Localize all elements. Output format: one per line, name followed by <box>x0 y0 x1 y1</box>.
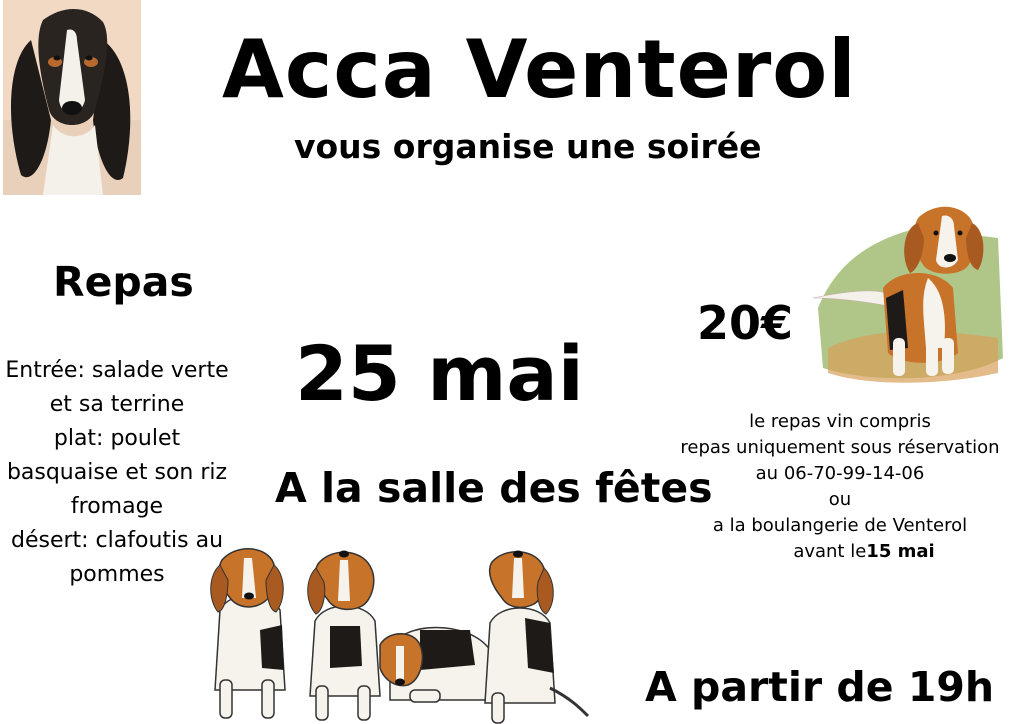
event-date: 25 mai <box>295 329 584 418</box>
event-price: 20€ <box>697 296 794 350</box>
info-line: a la boulangerie de Venterol <box>712 515 968 536</box>
info-line: le repas vin compris <box>749 411 931 432</box>
deadline-date: 15 mai <box>866 541 935 562</box>
menu-line: Entrée: salade verte <box>5 358 229 383</box>
event-subtitle: vous organise une soirée <box>294 127 762 166</box>
menu-heading: Repas <box>53 258 194 306</box>
phone-number: au 06-70-99-14-06 <box>755 463 925 484</box>
event-title: Acca Venterol <box>222 23 857 116</box>
info-line: repas uniquement sous réservation <box>680 437 1000 458</box>
deadline-prefix: avant le <box>793 541 867 562</box>
reservation-info <box>672 409 1008 565</box>
beagle-pack-image <box>200 540 600 724</box>
event-location: A la salle des fêtes <box>275 464 713 512</box>
menu-line: et sa terrine <box>49 392 185 417</box>
beagle-grass-image <box>808 198 1008 388</box>
event-start-time: A partir de 19h <box>645 663 995 711</box>
menu-line: basquaise et son riz <box>6 460 228 485</box>
info-line: ou <box>828 489 852 510</box>
deadline-line <box>672 539 1008 565</box>
menu-line: plat: poulet <box>53 426 181 451</box>
hound-portrait-image <box>3 0 141 195</box>
menu-line: fromage <box>70 494 164 519</box>
menu-line: désert: clafoutis au <box>10 528 224 553</box>
menu-list <box>0 354 234 592</box>
menu-line: pommes <box>69 562 165 587</box>
